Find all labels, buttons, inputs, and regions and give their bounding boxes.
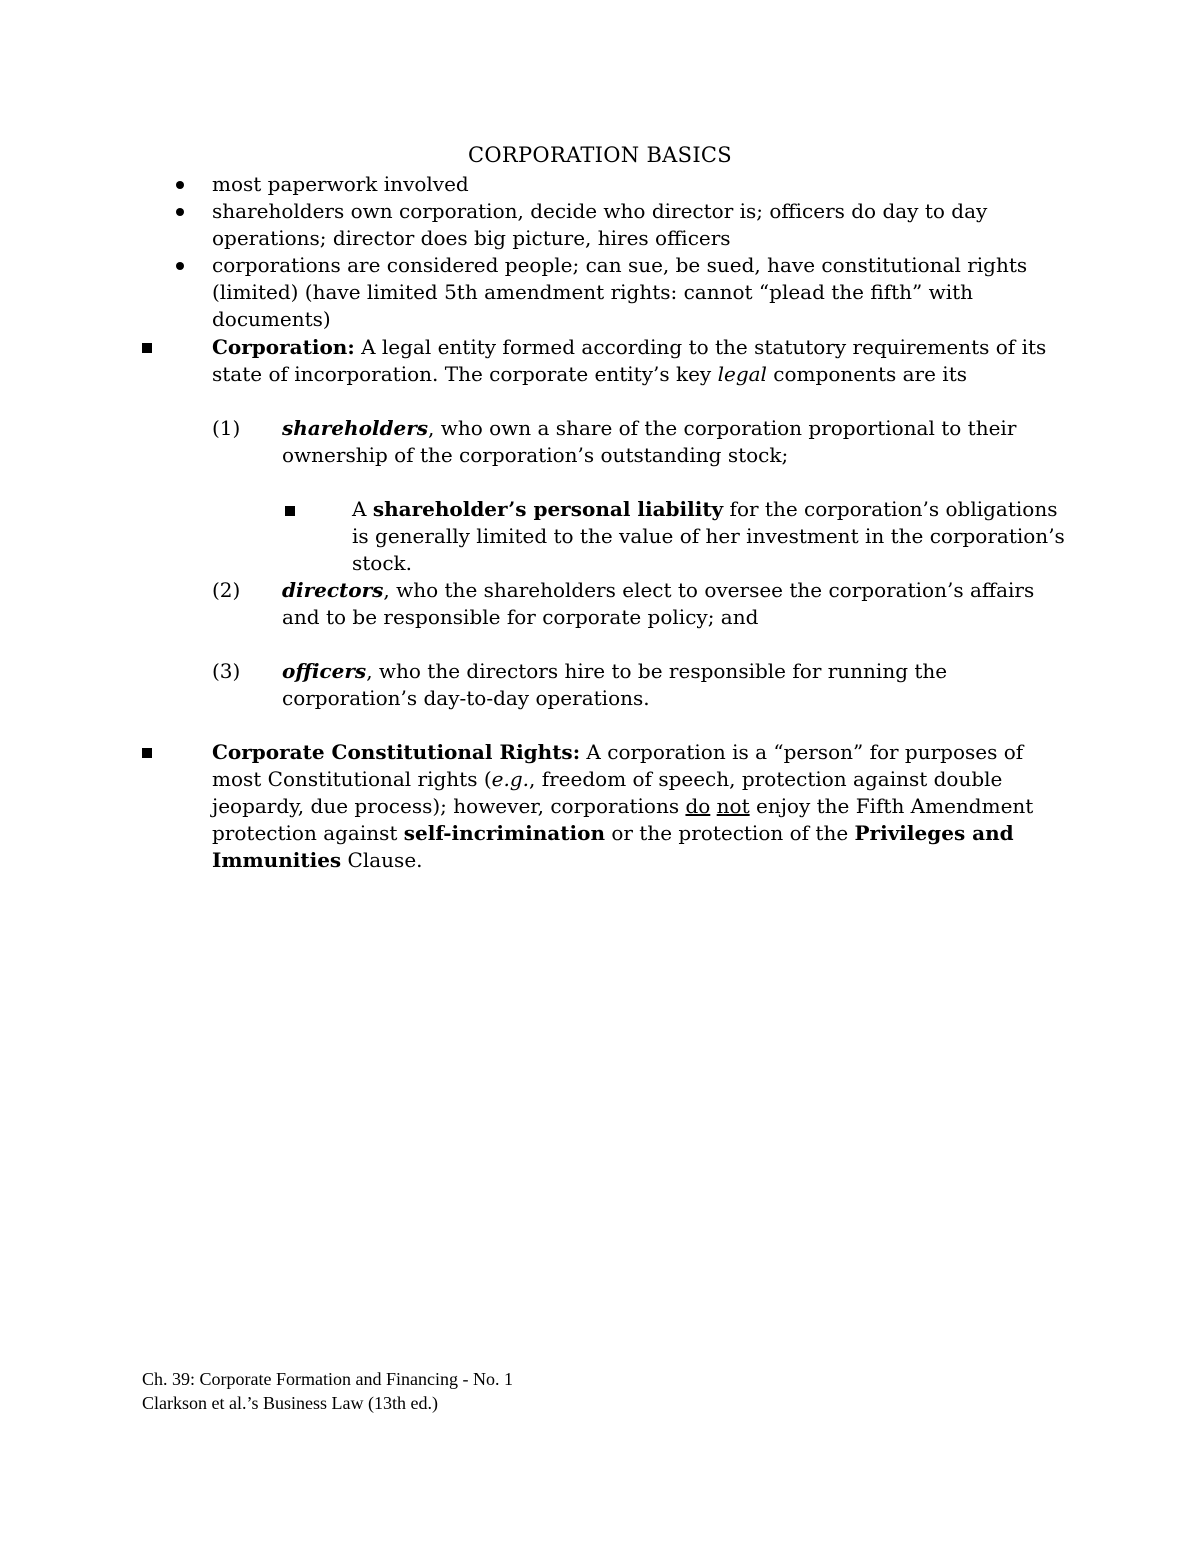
self-incrimination-term: self-incrimination [403, 821, 605, 845]
privileges-term: Privileges and Immunities [212, 821, 1014, 872]
shareholders-text: , who own a share of the corporation proportional to their ownership of the corporation’s outstanding stock; [282, 416, 1017, 467]
notes-list [0, 171, 1062, 333]
rights-text-2: , freedom of speech, protection against double jeopardy, due process); however, corporations [212, 767, 1003, 818]
component-number: (3) [212, 659, 241, 683]
page-title: CORPORATION BASICS [468, 143, 732, 167]
constitutional-rights [212, 739, 1072, 874]
component-officers [282, 658, 1072, 712]
rights-term: Corporate Constitutional Rights: [212, 740, 581, 764]
square-bullet-icon [285, 506, 295, 516]
corporation-term: Corporation: [212, 335, 355, 359]
liability-text: for the corporation’s obligations is generally limited to the value of her investment in the corporation’s stock. [352, 497, 1065, 575]
component-number: (2) [212, 578, 241, 602]
footer-line-1: Ch. 39: Corporate Formation and Financing - No. 1 [142, 1369, 513, 1389]
legal-term: legal [717, 362, 767, 386]
square-bullet-icon [142, 748, 152, 758]
liability-a: A [352, 497, 373, 521]
bullet-dot-icon [176, 262, 184, 270]
do-underlined: do [685, 794, 711, 818]
rights-text-5: Clause. [341, 848, 423, 872]
rights-text-1: A corporation is a “person” for purposes of most Constitutional rights ( [212, 740, 1024, 791]
directors-text: , who the shareholders elect to oversee the corporation’s affairs and to be responsible for corporate policy; and [282, 578, 1035, 629]
eg-abbrev: e.g. [491, 767, 529, 791]
square-bullet-icon [142, 343, 152, 353]
list-item [0, 252, 1062, 333]
footer-line-2: Clarkson et al.’s Business Law (13th ed.) [142, 1393, 438, 1413]
list-item [0, 198, 1062, 252]
list-item [0, 171, 1062, 198]
bullet-dot-icon [176, 208, 184, 216]
rights-text-3: enjoy the Fifth Amendment protection against [212, 794, 1034, 845]
note-text: shareholders own corporation, decide who director is; officers do day to day operations; director does big picture, hires officers [212, 199, 988, 250]
corporation-text-2: components are its [766, 362, 967, 386]
shareholder-liability [352, 496, 1072, 577]
directors-term: directors [282, 578, 384, 602]
officers-text: , who the directors hire to be responsible for running the corporation’s day-to-day operations. [282, 659, 948, 710]
corporation-definition [212, 334, 1072, 388]
component-shareholders [282, 415, 1072, 469]
officers-term: officers [282, 659, 367, 683]
note-text: corporations are considered people; can sue, be sued, have constitutional rights (limited) (have limited 5th amendment rights: cannot “plead the fifth” with documents) [212, 253, 1028, 331]
note-text: most paperwork involved [212, 172, 469, 196]
rights-text-4: or the protection of the [604, 821, 855, 845]
component-directors [282, 577, 1072, 631]
liability-term: shareholder’s personal liability [372, 497, 724, 521]
not-underlined: not [716, 794, 750, 818]
bullet-dot-icon [176, 181, 184, 189]
corporation-text-1: A legal entity formed according to the statutory requirements of its state of incorporation. The corporate entity’s key [212, 335, 1047, 386]
component-number: (1) [212, 416, 241, 440]
shareholders-term: shareholders [282, 416, 429, 440]
